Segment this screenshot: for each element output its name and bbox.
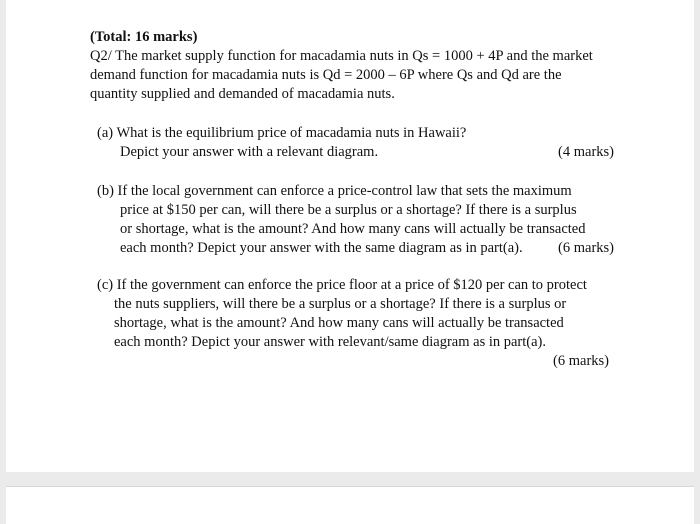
intro-line-2: demand function for macadamia nuts is Qd = 2000 – 6P where Qs and Qd are the (90, 67, 562, 83)
part-a-line-1: (a) What is the equilibrium price of macadamia nuts in Hawaii? (97, 125, 467, 141)
part-b-line-2: price at $150 per can, will there be a surplus or a shortage? If there is a surplus (120, 202, 577, 218)
part-b-line-4: each month? Depict your answer with the same diagram as in part(a). (120, 240, 523, 256)
part-a (90, 124, 620, 162)
part-c-line-2: the nuts suppliers, will there be a surplus or a shortage? If there is a surplus or (114, 296, 567, 312)
next-page-edge (6, 486, 694, 524)
part-a-marks: (4 marks) (558, 144, 614, 160)
document-page (6, 0, 694, 472)
part-b-marks: (6 marks) (558, 240, 614, 256)
part-c (90, 276, 620, 371)
part-c-marks: (6 marks) (553, 353, 609, 369)
part-b (90, 182, 620, 258)
total-marks-heading: (Total: 16 marks) (90, 29, 198, 45)
part-c-line-1: (c) If the government can enforce the price floor at a price of $120 per can to protect (97, 277, 587, 293)
part-a-line-2: Depict your answer with a relevant diagram. (120, 144, 379, 160)
intro-line-1: Q2/ The market supply function for macadamia nuts in Qs = 1000 + 4P and the market (90, 48, 593, 64)
part-c-line-4: each month? Depict your answer with relevant/same diagram as in part(a). (114, 334, 547, 350)
question-text (90, 28, 620, 371)
intro-line-3: quantity supplied and demanded of macadamia nuts. (90, 86, 395, 102)
part-c-line-3: shortage, what is the amount? And how many cans will actually be transacted (114, 315, 564, 331)
part-b-line-3: or shortage, what is the amount? And how many cans will actually be transacted (120, 221, 586, 237)
part-b-line-1: (b) If the local government can enforce a price-control law that sets the maximum (97, 183, 572, 199)
